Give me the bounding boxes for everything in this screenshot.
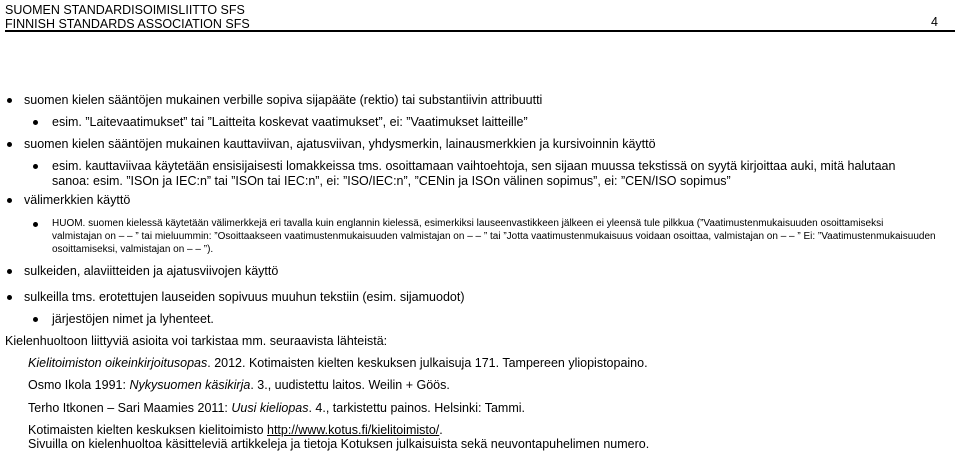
- reference-3: [28, 401, 525, 415]
- reference-1-details: . 2012. Kotimaisten kielten keskuksen julkaisuja 171. Tampereen yliopistopaino.: [207, 356, 648, 370]
- bullet-dot: [7, 142, 12, 147]
- bullet-dot: [33, 120, 38, 125]
- bullet-dot: [7, 98, 12, 103]
- reference-3-title: Uusi kieliopas: [231, 401, 309, 415]
- bullet-item-rektio: suomen kielen sääntöjen mukainen verbille sopiva sijapääte (rektio) tai substantiivin attribuutti: [24, 93, 543, 107]
- page-number: 4: [931, 15, 938, 29]
- reference-2: [28, 378, 450, 392]
- bullet-dot: [7, 198, 12, 203]
- bullet-item-parentheses: sulkeiden, alaviitteiden ja ajatusviivojen käyttö: [24, 264, 279, 278]
- sub-item-example-rektio: esim. ”Laitevaatimukset” tai ”Laitteita koskevat vaatimukset”, ei: ”Vaatimukset laitteille”: [52, 115, 528, 129]
- sub-item-organizations: järjestöjen nimet ja lyhenteet.: [52, 312, 214, 326]
- bullet-dot: [7, 295, 12, 300]
- reference-1-title: Kielitoimiston oikeinkirjoitusopas: [28, 356, 208, 370]
- reference-2-title: Nykysuomen käsikirja: [129, 378, 251, 392]
- bullet-item-clauses: sulkeilla tms. erotettujen lauseiden sopivuus muuhun tekstiin (esim. sijamuodot): [24, 290, 465, 304]
- bullet-dot: [33, 164, 38, 169]
- bullet-dot: [33, 222, 38, 227]
- reference-2-author: Osmo Ikola 1991:: [28, 378, 130, 392]
- header-rule: [5, 30, 955, 32]
- reference-1: [28, 356, 648, 370]
- reference-3-author: Terho Itkonen – Sari Maamies 2011:: [28, 401, 232, 415]
- reference-3-details: . 4., tarkistettu painos. Helsinki: Tammi.: [308, 401, 526, 415]
- bullet-item-punctuation-marks: suomen kielen sääntöjen mukainen kauttaviivan, ajatusviivan, yhdysmerkin, lainausmerkkien ja kursivoinnin käyttö: [24, 137, 656, 151]
- reference-4-text: Kotimaisten kielten keskuksen kielitoimisto: [28, 423, 267, 437]
- reference-2-details: . 3., uudistettu laitos. Weilin + Göös.: [250, 378, 450, 392]
- reference-4-end: .: [439, 423, 443, 437]
- note-line2: valmistajan on – – ” tai mieluummin: ”Osoittaakseen vaatimustenmukaisuuden valmistajan on – – ” tai ”Jotta vaatimustenmukaisuus voidaan osoittaa, valmistajan on – – ” Ei: ”Vaatimustenmukaisuuden: [52, 231, 936, 242]
- sub-item-slash-line1: esim. kauttaviivaa käytetään ensisijaisesti lomakkeissa tms. osoittamaan vaihtoehtoja, sen sijaan muussa tekstissä on syytä kirjoittaa auki, mitä halutaan: [52, 159, 896, 173]
- sub-item-slash-line2: sanoa: esim. ”ISOn ja IEC:n” tai ”ISOn tai IEC:n”, ei: ”ISO/IEC:n”, ”CENin ja ISOn välinen sopimus”, ei: ”CEN/ISO sopimus”: [52, 174, 731, 188]
- kotus-link[interactable]: http://www.kotus.fi/kielitoimisto/: [267, 423, 440, 437]
- note-line3: osoittamiseksi, valmistajan on – – ”).: [52, 244, 214, 255]
- bullet-dot: [7, 269, 12, 274]
- header-org-fi: SUOMEN STANDARDISOIMISLIITTO SFS: [5, 3, 245, 17]
- document-header: [5, 3, 250, 31]
- header-org-en: FINNISH STANDARDS ASSOCIATION SFS: [5, 17, 250, 31]
- note-line1: HUOM. suomen kielessä käytetään välimerkkejä eri tavalla kuin englannin kielessä, esimerkiksi lauseenvastikkeen jälkeen ei yleensä tule pilkkua (”Vaatimustenmukaisuuden osoittamiseksi: [52, 218, 884, 229]
- reference-4: [28, 423, 443, 437]
- reference-5: Sivuilla on kielenhuoltoa käsitteleviä artikkeleja ja tietoja Kotuksen julkaisuista sekä neuvontapuhelimen numero.: [28, 437, 650, 451]
- bullet-dot: [33, 317, 38, 322]
- bullet-item-punctuation: välimerkkien käyttö: [24, 193, 131, 207]
- sources-intro: Kielenhuoltoon liittyviä asioita voi tarkistaa mm. seuraavista lähteistä:: [5, 334, 388, 348]
